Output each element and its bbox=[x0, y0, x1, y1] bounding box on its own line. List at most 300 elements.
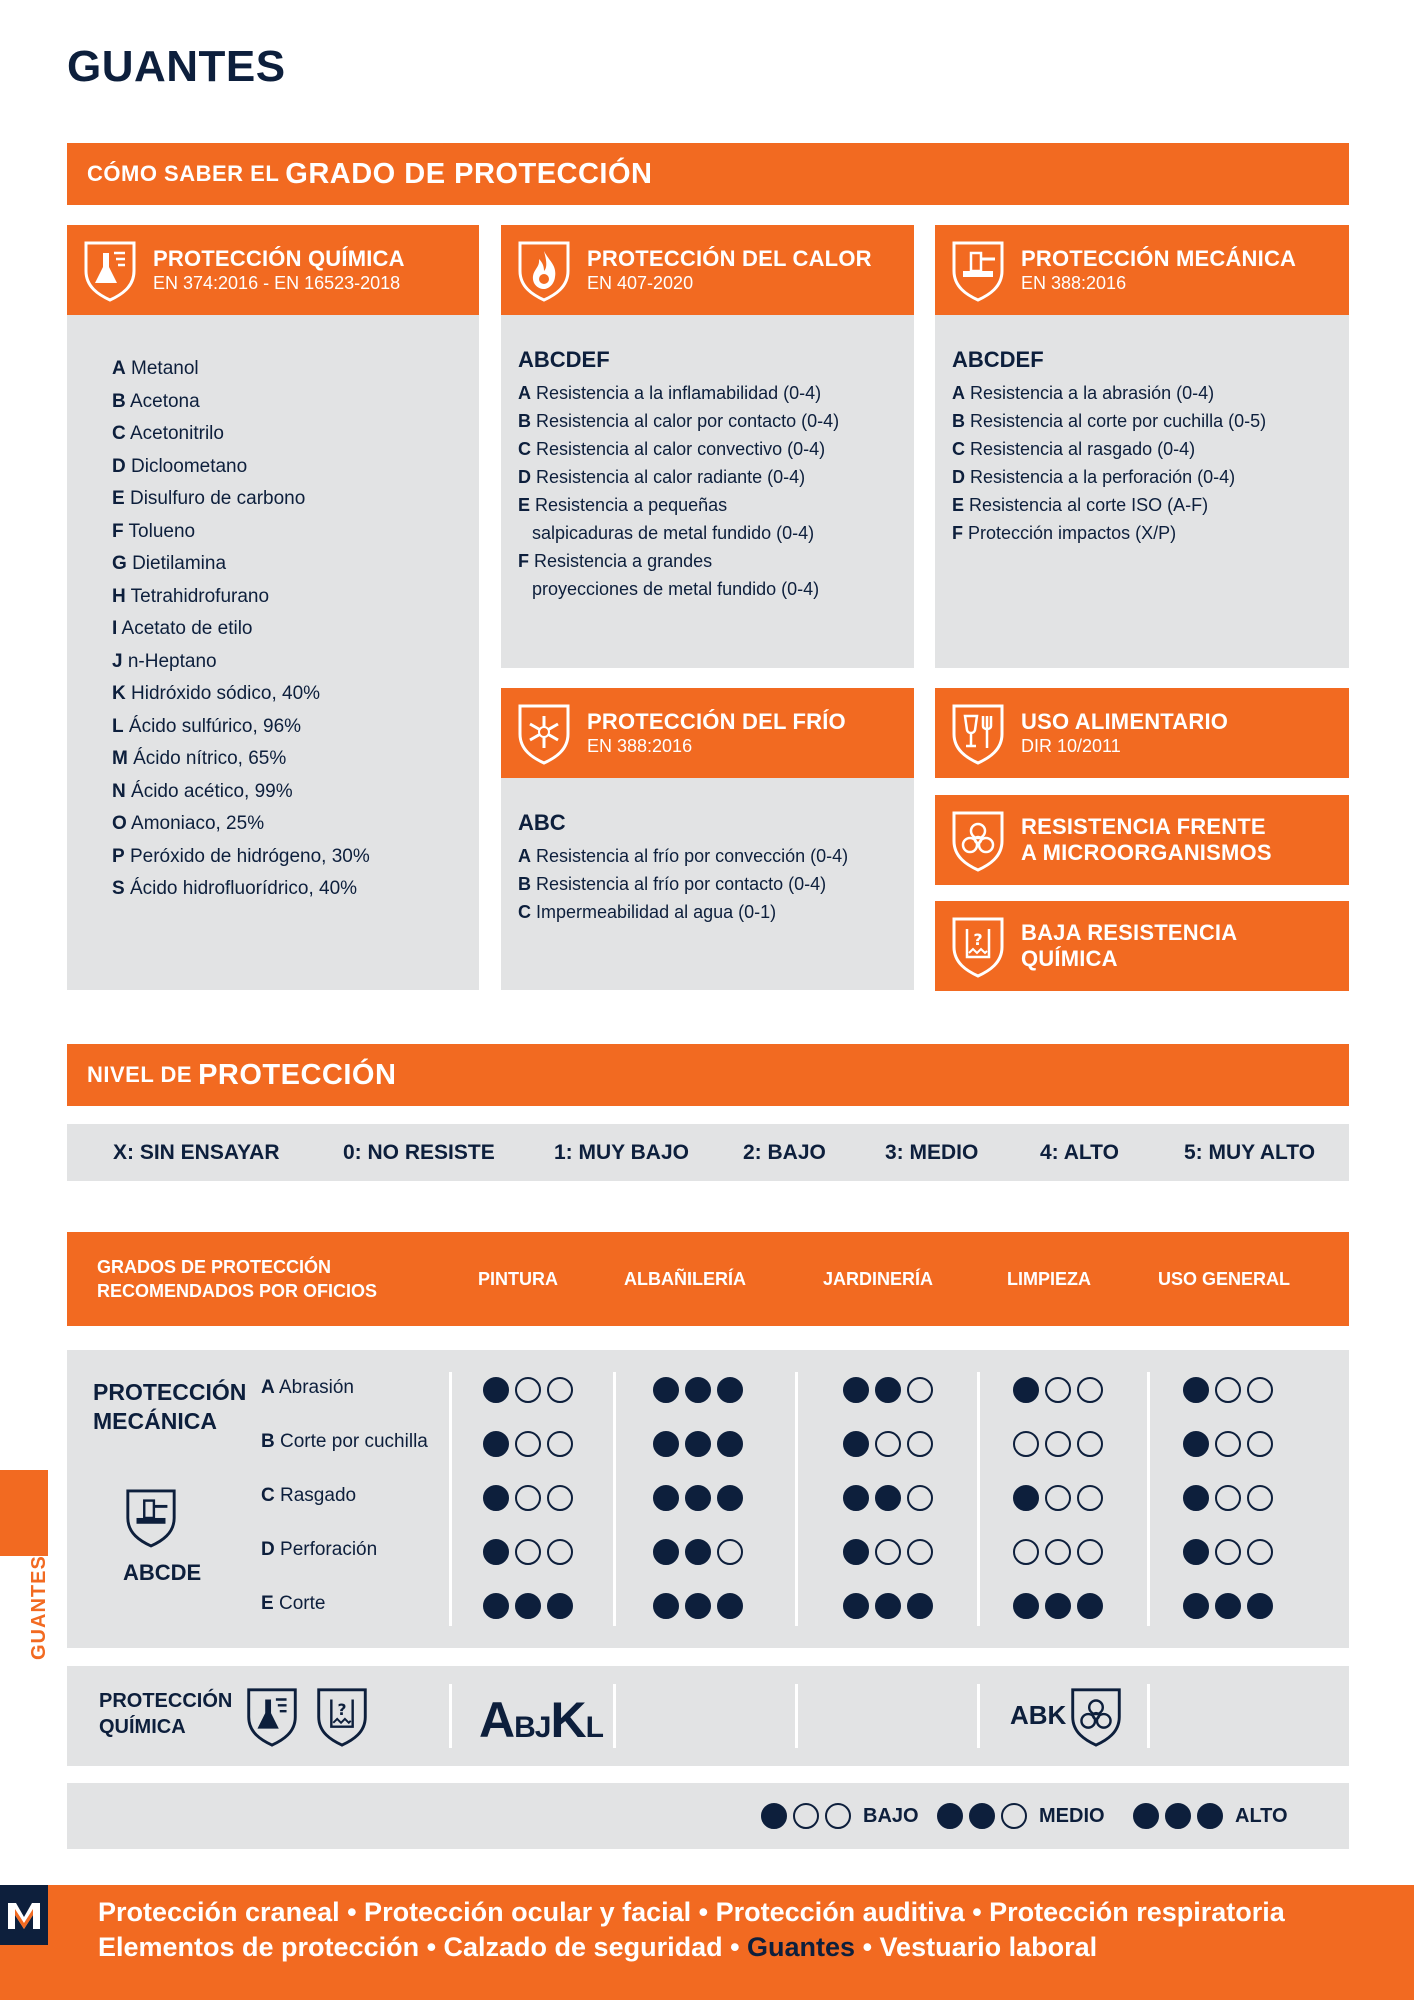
rating-dots bbox=[653, 1592, 743, 1620]
chemical-item bbox=[112, 743, 479, 776]
empty-dot bbox=[1001, 1803, 1027, 1829]
empty-dot bbox=[1247, 1377, 1273, 1403]
item-text: Disulfuro de carbono bbox=[129, 488, 306, 509]
row-letter: E bbox=[261, 1593, 274, 1614]
rating-dots bbox=[1013, 1430, 1103, 1458]
empty-dot bbox=[515, 1377, 541, 1403]
chem-code-letter: K bbox=[550, 1692, 586, 1748]
filled-dot bbox=[653, 1485, 679, 1511]
card-subtitle: EN 374:2016 - EN 16523-2018 bbox=[153, 273, 401, 293]
filled-dot bbox=[717, 1593, 743, 1619]
card-title-line2: A MICROORGANISMOS bbox=[1021, 840, 1272, 865]
item-text: Dietilamina bbox=[132, 553, 227, 574]
item-text: Resistencia al corte ISO (A-F) bbox=[969, 495, 1209, 515]
desc-item bbox=[518, 463, 914, 491]
column-divider bbox=[795, 1684, 798, 1748]
rating-dots bbox=[653, 1484, 743, 1512]
level-2: 2: BAJO bbox=[743, 1141, 826, 1164]
card-subtitle: EN 407-2020 bbox=[587, 273, 694, 293]
chemical-item bbox=[112, 841, 479, 874]
filled-dot bbox=[483, 1485, 509, 1511]
row-text: Abrasión bbox=[278, 1377, 354, 1398]
row-letter: B bbox=[261, 1431, 275, 1452]
filled-dot bbox=[843, 1593, 869, 1619]
filled-dot bbox=[685, 1539, 711, 1565]
item-letter: G bbox=[112, 553, 127, 574]
rating-dots bbox=[843, 1592, 933, 1620]
item-text: Amoniaco, 25% bbox=[131, 813, 265, 834]
card-header bbox=[501, 688, 914, 778]
item-letter: J bbox=[112, 650, 123, 672]
item-letter: F bbox=[952, 523, 963, 543]
chemical-item bbox=[112, 353, 479, 386]
footer-line-1: Protección craneal • Protección ocular y facial • Protección auditiva • Protección respiratoria bbox=[98, 1897, 1285, 1927]
item-letter: E bbox=[518, 495, 531, 515]
level-0: 0: NO RESISTE bbox=[343, 1141, 495, 1164]
empty-dot bbox=[1045, 1485, 1071, 1511]
filled-dot bbox=[483, 1377, 509, 1403]
filled-dot bbox=[717, 1485, 743, 1511]
legend-item-medio bbox=[937, 1802, 1105, 1830]
rating-dots bbox=[1183, 1592, 1273, 1620]
filled-dot bbox=[717, 1377, 743, 1403]
empty-dot bbox=[547, 1377, 573, 1403]
item-text: Resistencia al corte por cuchilla (0-5) bbox=[970, 411, 1267, 431]
item-text: Resistencia al frío por convección (0-4) bbox=[536, 846, 849, 866]
item-text: Tolueno bbox=[128, 520, 196, 542]
chemical-item bbox=[112, 873, 479, 906]
chemical-item bbox=[112, 646, 479, 679]
filled-dot bbox=[1183, 1539, 1209, 1565]
rating-dots bbox=[1013, 1484, 1103, 1512]
legend-dots bbox=[937, 1802, 1027, 1830]
legend-label: MEDIO bbox=[1039, 1804, 1105, 1827]
legend-label: BAJO bbox=[863, 1804, 919, 1827]
row-text: Rasgado bbox=[280, 1485, 357, 1506]
empty-dot bbox=[793, 1803, 819, 1829]
filled-dot bbox=[875, 1377, 901, 1403]
card-baja-resistencia bbox=[935, 901, 1349, 991]
rating-dots bbox=[843, 1538, 933, 1566]
oficios-title bbox=[97, 1255, 377, 1303]
item-text: Resistencia a la perforación (0-4) bbox=[970, 467, 1236, 487]
rating-dots bbox=[1013, 1538, 1103, 1566]
item-text: Ácido acético, 99% bbox=[131, 780, 293, 802]
chemical-table bbox=[67, 1666, 1349, 1766]
chemical-item bbox=[112, 808, 479, 841]
item-letter: A bbox=[112, 358, 126, 379]
col-limpieza: LIMPIEZA bbox=[1007, 1269, 1091, 1289]
empty-dot bbox=[1013, 1431, 1039, 1457]
card-title: PROTECCIÓN DEL CALOR bbox=[587, 246, 872, 271]
nivel-banner-small: NIVEL DE bbox=[87, 1062, 193, 1087]
filled-dot bbox=[547, 1593, 573, 1619]
empty-dot bbox=[547, 1539, 573, 1565]
item-text: Hidróxido sódico, 40% bbox=[131, 683, 321, 704]
item-text: Resistencia a la inflamabilidad (0-4) bbox=[536, 383, 822, 403]
item-text-continued: salpicaduras de metal fundido (0-4) bbox=[532, 523, 815, 543]
desc-item bbox=[952, 407, 1349, 435]
item-letter: D bbox=[952, 467, 965, 487]
hammer-shield-icon bbox=[949, 237, 1007, 303]
nivel-banner bbox=[67, 1044, 1349, 1106]
filled-dot bbox=[843, 1539, 869, 1565]
column-divider bbox=[1147, 1684, 1150, 1748]
filled-dot bbox=[1013, 1485, 1039, 1511]
row-label bbox=[261, 1485, 356, 1507]
cold-code: ABC bbox=[518, 810, 566, 835]
page-title: GUANTES bbox=[67, 42, 286, 91]
empty-dot bbox=[1247, 1485, 1273, 1511]
footer-line-2b: • Vestuario laboral bbox=[855, 1932, 1098, 1962]
rating-dots bbox=[483, 1592, 573, 1620]
oficios-title-line1: GRADOS DE PROTECCIÓN bbox=[97, 1257, 332, 1277]
nivel-banner-big: PROTECCIÓN bbox=[198, 1058, 397, 1091]
chemical-item bbox=[112, 418, 479, 451]
oficios-header bbox=[67, 1232, 1349, 1326]
item-text: Dicloometano bbox=[131, 455, 248, 477]
chem-table-title-line2: QUÍMICA bbox=[99, 1716, 186, 1738]
chemical-list bbox=[67, 315, 479, 990]
chem-code-small: L bbox=[585, 1711, 603, 1744]
desc-item bbox=[518, 842, 914, 870]
filled-dot bbox=[907, 1593, 933, 1619]
empty-dot bbox=[1215, 1485, 1241, 1511]
empty-dot bbox=[1077, 1485, 1103, 1511]
rating-dots bbox=[483, 1430, 573, 1458]
row-text: Corte bbox=[278, 1593, 326, 1614]
desc-item bbox=[518, 379, 914, 407]
card-subtitle: EN 388:2016 bbox=[587, 736, 693, 756]
filled-dot bbox=[717, 1431, 743, 1457]
desc-item bbox=[952, 435, 1349, 463]
legend-label: ALTO bbox=[1235, 1804, 1288, 1827]
mech-table-title-line2: MECÁNICA bbox=[93, 1408, 217, 1434]
chemical-item bbox=[112, 483, 479, 516]
filled-dot bbox=[515, 1593, 541, 1619]
item-letter: D bbox=[112, 455, 126, 477]
rating-dots bbox=[1183, 1376, 1273, 1404]
chemical-item bbox=[112, 386, 479, 419]
svg-text:?: ? bbox=[337, 1701, 347, 1720]
grado-banner-small: CÓMO SABER EL bbox=[87, 161, 280, 186]
empty-dot bbox=[1045, 1431, 1071, 1457]
item-letter: N bbox=[112, 780, 126, 802]
snowflake-shield-icon bbox=[515, 700, 573, 766]
card-title: PROTECCIÓN QUÍMICA bbox=[153, 246, 405, 271]
card-header bbox=[501, 225, 914, 315]
item-letter: B bbox=[518, 411, 531, 431]
column-divider bbox=[449, 1684, 452, 1748]
card-body bbox=[501, 778, 914, 990]
card-header bbox=[935, 225, 1349, 315]
empty-dot bbox=[825, 1803, 851, 1829]
column-divider bbox=[613, 1372, 616, 1626]
item-text: Resistencia a grandes bbox=[534, 551, 713, 571]
empty-dot bbox=[1045, 1539, 1071, 1565]
filled-dot bbox=[653, 1539, 679, 1565]
item-letter: P bbox=[112, 845, 125, 867]
dots-legend bbox=[67, 1783, 1349, 1849]
legend-dots bbox=[761, 1802, 851, 1830]
item-text: Acetona bbox=[129, 390, 200, 412]
chem-code-small: BJ bbox=[514, 1711, 551, 1744]
filled-dot bbox=[685, 1431, 711, 1457]
beaker-question-shield-icon bbox=[949, 913, 1007, 979]
mech-code: ABCDEF bbox=[952, 347, 1044, 372]
mech-list bbox=[952, 379, 1349, 547]
item-text: Acetato de etilo bbox=[121, 618, 253, 639]
grado-banner bbox=[67, 143, 1349, 205]
filled-dot bbox=[1215, 1593, 1241, 1619]
rating-dots bbox=[483, 1376, 573, 1404]
item-letter: D bbox=[518, 467, 531, 487]
empty-dot bbox=[547, 1485, 573, 1511]
item-text: Resistencia al rasgado (0-4) bbox=[970, 439, 1196, 459]
item-letter: B bbox=[518, 874, 531, 894]
filled-dot bbox=[1183, 1485, 1209, 1511]
card-body bbox=[935, 315, 1349, 668]
empty-dot bbox=[875, 1431, 901, 1457]
empty-dot bbox=[907, 1377, 933, 1403]
empty-dot bbox=[907, 1539, 933, 1565]
filled-dot bbox=[653, 1593, 679, 1619]
item-letter: F bbox=[518, 551, 529, 571]
row-label bbox=[261, 1593, 325, 1615]
mech-table-title-line1: PROTECCIÓN bbox=[93, 1379, 247, 1405]
chemical-flask-shield-icon bbox=[243, 1684, 301, 1748]
row-letter: D bbox=[261, 1539, 275, 1560]
item-text: Protección impactos (X/P) bbox=[968, 523, 1177, 543]
filled-dot bbox=[483, 1539, 509, 1565]
card-body bbox=[501, 315, 914, 668]
item-text: Impermeabilidad al agua (0-1) bbox=[536, 902, 777, 922]
col-pintura: PINTURA bbox=[478, 1269, 558, 1289]
chemical-item bbox=[112, 776, 479, 809]
card-header bbox=[935, 795, 1349, 885]
item-text: Ácido sulfúrico, 96% bbox=[128, 715, 302, 737]
filled-dot bbox=[1045, 1593, 1071, 1619]
level-5: 5: MUY ALTO bbox=[1184, 1141, 1316, 1164]
rating-dots bbox=[483, 1538, 573, 1566]
filled-dot bbox=[843, 1485, 869, 1511]
rating-dots bbox=[1183, 1430, 1273, 1458]
filled-dot bbox=[843, 1377, 869, 1403]
filled-dot bbox=[1183, 1431, 1209, 1457]
card-title: PROTECCIÓN DEL FRÍO bbox=[587, 709, 846, 734]
card-title: PROTECCIÓN MECÁNICA bbox=[1021, 246, 1297, 271]
side-label: GUANTES bbox=[28, 1555, 50, 1660]
chemical-item bbox=[112, 678, 479, 711]
level-3: 3: MEDIO bbox=[885, 1141, 979, 1164]
item-text-continued: proyecciones de metal fundido (0-4) bbox=[532, 579, 820, 599]
filled-dot bbox=[875, 1485, 901, 1511]
mechanical-table bbox=[67, 1350, 1349, 1648]
rating-dots bbox=[843, 1484, 933, 1512]
item-text: Ácido hidrofluorídrico, 40% bbox=[129, 878, 358, 899]
column-divider bbox=[977, 1684, 980, 1748]
chemical-item bbox=[112, 711, 479, 744]
rating-dots bbox=[843, 1376, 933, 1404]
item-letter: A bbox=[518, 383, 531, 403]
rating-dots bbox=[1183, 1538, 1273, 1566]
card-uso-alimentario bbox=[935, 688, 1349, 778]
row-text: Perforación bbox=[280, 1539, 378, 1560]
mech-table-title bbox=[93, 1378, 246, 1436]
beaker-question-shield-icon bbox=[313, 1684, 371, 1748]
chemical-item bbox=[112, 516, 479, 549]
filled-dot bbox=[685, 1485, 711, 1511]
card-proteccion-mecanica bbox=[935, 225, 1349, 668]
row-label bbox=[261, 1431, 428, 1453]
filled-dot bbox=[653, 1431, 679, 1457]
column-divider bbox=[613, 1684, 616, 1748]
footer-bar bbox=[0, 1885, 1414, 2000]
card-header bbox=[67, 225, 479, 315]
item-text: Resistencia al calor por contacto (0-4) bbox=[536, 411, 840, 431]
chemical-item bbox=[112, 548, 479, 581]
chemical-item bbox=[112, 581, 479, 614]
empty-dot bbox=[875, 1539, 901, 1565]
card-microorganismos bbox=[935, 795, 1349, 885]
row-label bbox=[261, 1539, 377, 1561]
filled-dot bbox=[1183, 1593, 1209, 1619]
desc-item bbox=[952, 519, 1349, 547]
food-glass-fork-shield-icon bbox=[949, 700, 1007, 766]
limpieza-chem-code: ABK bbox=[1010, 1700, 1067, 1730]
col-uso-general: USO GENERAL bbox=[1157, 1269, 1290, 1289]
item-letter: C bbox=[952, 439, 965, 459]
footer-line-2a: Elementos de protección • Calzado de seguridad • bbox=[98, 1932, 748, 1962]
empty-dot bbox=[1077, 1539, 1103, 1565]
item-text: Metanol bbox=[131, 358, 199, 379]
rating-dots bbox=[1183, 1484, 1273, 1512]
item-text: n-Heptano bbox=[127, 650, 217, 672]
level-4: 4: ALTO bbox=[1040, 1141, 1119, 1164]
item-letter: O bbox=[112, 813, 127, 834]
item-letter: E bbox=[952, 495, 965, 515]
item-letter: F bbox=[112, 520, 124, 542]
column-divider bbox=[1147, 1372, 1150, 1626]
pintura-chem-code bbox=[479, 1694, 603, 1754]
rating-dots bbox=[1013, 1592, 1103, 1620]
filled-dot bbox=[937, 1803, 963, 1829]
chemical-flask-shield-icon bbox=[81, 237, 139, 303]
empty-dot bbox=[1247, 1431, 1273, 1457]
filled-dot bbox=[875, 1593, 901, 1619]
filled-dot bbox=[1077, 1593, 1103, 1619]
legend-dots bbox=[1133, 1802, 1223, 1830]
heat-code: ABCDEF bbox=[518, 347, 610, 372]
item-letter: K bbox=[112, 683, 126, 704]
filled-dot bbox=[483, 1431, 509, 1457]
row-label bbox=[261, 1377, 354, 1399]
item-letter: I bbox=[112, 618, 118, 639]
item-text: Resistencia a pequeñas bbox=[535, 495, 728, 515]
empty-dot bbox=[547, 1431, 573, 1457]
item-letter: A bbox=[518, 846, 531, 866]
card-header bbox=[935, 901, 1349, 991]
item-letter: C bbox=[518, 439, 531, 459]
card-proteccion-quimica bbox=[67, 225, 479, 990]
desc-item bbox=[518, 407, 914, 435]
filled-dot bbox=[1133, 1803, 1159, 1829]
rating-dots bbox=[843, 1430, 933, 1458]
footer-current-section: Guantes bbox=[747, 1932, 856, 1962]
filled-dot bbox=[969, 1803, 995, 1829]
item-text: Ácido nítrico, 65% bbox=[133, 748, 287, 769]
empty-dot bbox=[1013, 1539, 1039, 1565]
empty-dot bbox=[515, 1485, 541, 1511]
item-letter: B bbox=[952, 411, 965, 431]
item-letter: C bbox=[518, 902, 531, 922]
rating-dots bbox=[653, 1376, 743, 1404]
row-text: Corte por cuchilla bbox=[280, 1431, 428, 1452]
filled-dot bbox=[1165, 1803, 1191, 1829]
empty-dot bbox=[1077, 1431, 1103, 1457]
chemical-item bbox=[112, 451, 479, 484]
col-albanileria: ALBAÑILERÍA bbox=[624, 1269, 746, 1289]
desc-item bbox=[952, 491, 1349, 519]
empty-dot bbox=[1247, 1539, 1273, 1565]
rating-dots bbox=[483, 1484, 573, 1512]
filled-dot bbox=[1183, 1377, 1209, 1403]
svg-text:?: ? bbox=[973, 930, 983, 949]
filled-dot bbox=[1013, 1593, 1039, 1619]
cold-list bbox=[518, 842, 914, 926]
item-text: Resistencia al frío por contacto (0-4) bbox=[536, 874, 827, 894]
chem-table-title-line1: PROTECCIÓN bbox=[99, 1690, 233, 1712]
item-text: Resistencia al calor convectivo (0-4) bbox=[536, 439, 826, 459]
rating-dots bbox=[1013, 1376, 1103, 1404]
item-letter: C bbox=[112, 423, 126, 444]
desc-item bbox=[518, 898, 914, 926]
oficios-title-line2: RECOMENDADOS POR OFICIOS bbox=[97, 1281, 378, 1301]
grado-banner-big: GRADO DE PROTECCIÓN bbox=[285, 157, 653, 190]
empty-dot bbox=[907, 1485, 933, 1511]
empty-dot bbox=[1077, 1377, 1103, 1403]
chem-table-title bbox=[99, 1688, 232, 1740]
item-letter: M bbox=[112, 748, 128, 769]
level-x: X: SIN ENSAYAR bbox=[113, 1141, 280, 1164]
desc-item bbox=[518, 870, 914, 898]
item-text: Acetonitrilo bbox=[129, 423, 224, 444]
empty-dot bbox=[515, 1539, 541, 1565]
empty-dot bbox=[1215, 1431, 1241, 1457]
card-proteccion-calor bbox=[501, 225, 914, 668]
card-title: BAJA RESISTENCIA bbox=[1021, 920, 1238, 945]
desc-item bbox=[518, 491, 914, 519]
empty-dot bbox=[1045, 1377, 1071, 1403]
filled-dot bbox=[653, 1377, 679, 1403]
card-subtitle: EN 388:2016 bbox=[1021, 273, 1127, 293]
filled-dot bbox=[843, 1431, 869, 1457]
filled-dot bbox=[1013, 1377, 1039, 1403]
item-letter: B bbox=[112, 390, 126, 412]
column-divider bbox=[795, 1372, 798, 1626]
empty-dot bbox=[717, 1539, 743, 1565]
filled-dot bbox=[1197, 1803, 1223, 1829]
empty-dot bbox=[1215, 1377, 1241, 1403]
item-text: Resistencia al calor radiante (0-4) bbox=[536, 467, 806, 487]
row-letter: A bbox=[261, 1377, 275, 1398]
rating-dots bbox=[653, 1430, 743, 1458]
card-title: USO ALIMENTARIO bbox=[1021, 709, 1229, 734]
desc-item bbox=[518, 435, 914, 463]
footer-line-2 bbox=[98, 1932, 1097, 1963]
card-title: RESISTENCIA FRENTE bbox=[1021, 814, 1266, 839]
card-proteccion-frio bbox=[501, 688, 914, 990]
